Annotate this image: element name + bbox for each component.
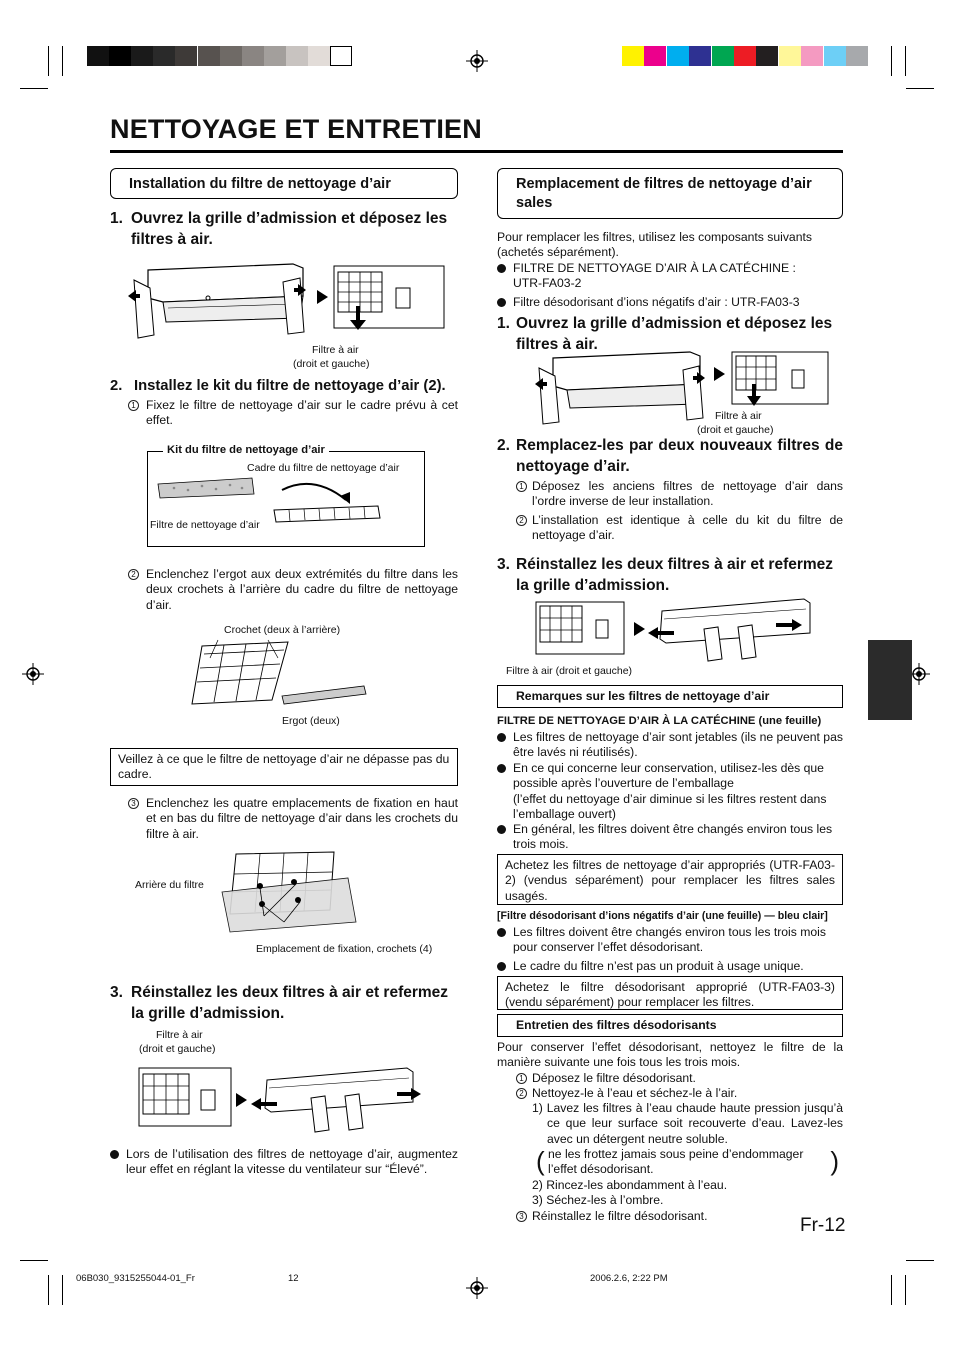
left-section-header xyxy=(110,168,458,199)
crop-mark xyxy=(20,1260,48,1261)
title-rule xyxy=(110,150,843,153)
maint-item2 xyxy=(516,1086,843,1101)
color-swatch xyxy=(644,46,666,66)
color-swatch xyxy=(667,46,689,66)
gray-swatch xyxy=(109,46,131,66)
crop-mark xyxy=(48,46,49,76)
item-text: Fixez le filtre de nettoyage d’air sur le cadre prévu à cet effet. xyxy=(146,398,458,428)
step-text: Réinstallez les deux filtres à air et refermez la grille d’admission. xyxy=(516,556,834,594)
indoor-unit-open-figure xyxy=(128,260,308,340)
gray-swatch xyxy=(153,46,175,66)
deodor-bullet xyxy=(497,959,843,974)
right-step-3 xyxy=(497,554,843,596)
page-title: NETTOYAGE ET ENTRETIEN xyxy=(110,114,482,144)
catechin-bullet xyxy=(497,761,843,822)
lug-label: Ergot (deux) xyxy=(282,715,340,727)
deodor-bullet xyxy=(497,925,843,956)
step-text: Ouvrez la grille d’admission et déposez les filtres à air. xyxy=(516,315,833,353)
circled-number: 1 xyxy=(128,400,139,411)
filter-hook-figure xyxy=(188,638,368,708)
bullet-icon xyxy=(497,962,506,971)
play-arrow-icon xyxy=(236,1093,247,1107)
crop-mark xyxy=(891,46,892,76)
paren-right: ) xyxy=(830,1146,839,1176)
bullet-icon xyxy=(497,764,506,773)
kit-filter-label: Filtre de nettoyage d’air xyxy=(150,519,260,531)
left-final-bullet xyxy=(110,1147,458,1178)
circled-number: 3 xyxy=(516,1211,527,1222)
gray-swatch xyxy=(198,46,220,66)
maint-paren-text: ne les frottez jamais sous peine d’endommager l’effet désodorisant. xyxy=(548,1147,804,1177)
maintenance-header-text: Entretien des filtres désodorisants xyxy=(516,1018,717,1032)
box-text: Achetez le filtre désodorisant approprié (UTR-FA03-3) (vendu séparément) pour remplacer les filtres. xyxy=(505,980,835,1010)
right-section-header-text: Remplacement de filtres de nettoyage d’air sales xyxy=(516,176,812,211)
filter-reinstall-figure xyxy=(536,602,624,658)
filter-reinstall-figure xyxy=(139,1068,231,1128)
remarks-header-text: Remarques sur les filtres de nettoyage d’air xyxy=(516,689,770,703)
color-swatch xyxy=(756,46,778,66)
remarks-header xyxy=(497,685,843,708)
page-number: Fr-12 xyxy=(800,1215,846,1236)
play-arrow-icon xyxy=(714,367,725,381)
gray-swatch xyxy=(308,46,330,66)
catechin-title-text: FILTRE DE NETTOYAGE D’AIR À LA CATÉCHINE xyxy=(497,715,756,727)
gray-swatch xyxy=(87,46,109,66)
crop-mark xyxy=(906,88,934,89)
bullet-icon xyxy=(497,825,506,834)
circled-number: 3 xyxy=(128,798,139,809)
step-number: 2. xyxy=(110,378,123,394)
crop-mark xyxy=(20,88,48,89)
left-step-1 xyxy=(110,208,458,250)
hook-label: Crochet (deux à l’arrière) xyxy=(224,624,341,636)
gray-swatch xyxy=(330,46,352,66)
footer-date: 2006.2.6, 2:22 PM xyxy=(590,1273,668,1284)
step3-fig-label-line2: (droit et gauche) xyxy=(139,1043,216,1055)
play-arrow-icon xyxy=(634,622,645,636)
step3-fig-label-line1: Filtre à air xyxy=(156,1029,203,1041)
bullet-text: En général, les filtres doivent être changés environ tous les trois mois. xyxy=(513,822,833,852)
close-grille-figure xyxy=(652,597,814,661)
bullet-icon xyxy=(110,1150,119,1159)
step-text: Ouvrez la grille d’admission et déposez les filtres à air. xyxy=(131,210,448,248)
left-step-3 xyxy=(110,982,460,1024)
right-step2-item1 xyxy=(516,479,843,510)
maint-paren-block xyxy=(536,1147,839,1179)
item-text: Déposez les anciens filtres de nettoyage d’air dans l’ordre inverse de leur installation. xyxy=(532,479,843,509)
step-text: Installez le kit du filtre de nettoyage d’air (2). xyxy=(134,378,446,394)
box-text: Achetez les filtres de nettoyage d’air appropriés (UTR-FA03-2) (vendus séparément) pour remplacer les filtres sales usagés. xyxy=(505,858,835,903)
bullet-icon xyxy=(497,928,506,937)
bullet-icon xyxy=(497,733,506,742)
maint-item3 xyxy=(516,1209,843,1224)
filter-fixing-figure xyxy=(220,852,362,934)
filter-removal-figure xyxy=(732,352,828,410)
back-label: Arrière du filtre xyxy=(135,879,204,891)
step-text: Réinstallez les deux filtres à air et refermez la grille d’admission. xyxy=(131,984,449,1022)
note-text: Veillez à ce que le filtre de nettoyage d’air ne dépasse pas du cadre. xyxy=(118,752,450,782)
maint-item1 xyxy=(516,1071,843,1086)
bullet-text: Les filtres de nettoyage d’air sont jetables (ils ne peuvent pas être lavés ni réutilisés). xyxy=(513,730,843,760)
bullet-icon xyxy=(497,298,506,307)
crop-mark xyxy=(905,1275,906,1305)
step-number: 2. xyxy=(497,437,510,454)
color-swatch xyxy=(622,46,644,66)
play-arrow-icon xyxy=(317,290,328,304)
circled-number: 2 xyxy=(128,569,139,580)
crop-mark xyxy=(891,1275,892,1305)
bullet-text: Les filtres doivent être changés environ tous les trois mois pour conserver l’effet désodorisant. xyxy=(513,925,826,955)
item-text: Enclenchez les quatre emplacements de fixation en haut et en bas du filtre de nettoyage d’air dans les crochets du filtre à air. xyxy=(146,796,458,841)
step-number: 3. xyxy=(110,984,123,1001)
bullet-text: Le cadre du filtre n’est pas un produit à usage unique. xyxy=(513,959,804,973)
circled-number: 1 xyxy=(516,481,527,492)
left-step2-item3 xyxy=(128,796,458,842)
registration-mark-icon xyxy=(466,50,488,72)
left-step2-item1 xyxy=(128,398,458,429)
part-item xyxy=(497,295,843,310)
color-swatch xyxy=(801,46,823,66)
circled-number: 2 xyxy=(516,1088,527,1099)
item-text: L’installation est identique à celle du kit du filtre de nettoyage d’air. xyxy=(532,513,843,543)
item-text: Nettoyez-le à l’eau et séchez-le à l’air. xyxy=(532,1086,738,1100)
r-fig1-label-line2: (droit et gauche) xyxy=(697,424,774,436)
paren-left: ( xyxy=(536,1146,545,1176)
crop-mark xyxy=(905,46,906,76)
left-section-header-text: Installation du filtre de nettoyage d’air xyxy=(129,176,391,192)
item-text: Déposez le filtre désodorisant. xyxy=(532,1071,696,1085)
bullet-text: En ce qui concerne leur conservation, utilisez-les dès que possible après l’ouverture de l’emballage xyxy=(513,761,824,791)
left-note-box xyxy=(110,748,458,786)
color-swatch xyxy=(846,46,868,66)
fix-label: Emplacement de fixation, crochets (4) xyxy=(256,943,433,955)
item-text: Enclenchez l’ergot aux deux extrémités du filtre dans les deux crochets à l’arrière du cadre du filtre de nettoyage d’air. xyxy=(146,567,458,612)
right-step-2 xyxy=(497,435,843,477)
right-step2-item2 xyxy=(516,513,843,544)
part-text: Filtre désodorisant d’ions négatifs d’air : UTR-FA03-3 xyxy=(513,295,800,309)
close-grille-figure xyxy=(257,1066,417,1134)
gray-swatch xyxy=(131,46,153,66)
registration-mark-icon xyxy=(22,663,44,685)
bullet-icon xyxy=(497,264,506,273)
indoor-unit-open-figure xyxy=(535,348,705,426)
catechin-title xyxy=(497,714,821,728)
circled-number: 1 xyxy=(516,1073,527,1084)
left-step-2 xyxy=(110,376,470,397)
item-text: Réinstallez le filtre désodorisant. xyxy=(532,1209,708,1223)
catechin-title-suffix: (une feuille) xyxy=(758,715,822,727)
r-step3-fig-label: Filtre à air (droit et gauche) xyxy=(506,665,633,677)
registration-mark-icon xyxy=(466,1277,488,1299)
left-step2-item2 xyxy=(128,567,458,613)
language-side-tab xyxy=(868,640,912,720)
color-swatch xyxy=(734,46,756,66)
crop-mark xyxy=(62,46,63,76)
deodor-title: [Filtre désodorisant d’ions négatifs d’air (une feuille) — bleu clair] xyxy=(497,910,828,922)
gray-swatch xyxy=(220,46,242,66)
crop-mark xyxy=(62,1275,63,1305)
catechin-bullet xyxy=(497,730,843,761)
filter-removal-figure xyxy=(334,266,444,336)
fig1-label-line2: (droit et gauche) xyxy=(293,358,370,370)
step-number: 3. xyxy=(497,556,510,573)
maintenance-header xyxy=(497,1014,843,1037)
maint-sub2: 2) Rincez-les abondamment à l’eau. xyxy=(532,1178,728,1192)
deodor-purchase-box xyxy=(497,976,843,1010)
gray-swatch xyxy=(242,46,264,66)
bullet-paren-text: (l’effet du nettoyage d’air diminue si les filtres restent dans l’emballage ouvert) xyxy=(513,791,827,821)
part-item xyxy=(497,261,827,292)
part-text: FILTRE DE NETTOYAGE D’AIR À LA CATÉCHINE : UTR-FA03-2 xyxy=(513,261,796,291)
gray-swatch xyxy=(264,46,286,66)
color-swatch xyxy=(689,46,711,66)
right-section-header xyxy=(497,168,843,219)
step-number: 1. xyxy=(110,210,123,227)
color-swatch xyxy=(824,46,846,66)
maintenance-intro: Pour conserver l’effet désodorisant, nettoyez le filtre de la manière suivante une fois tous les trois mois. xyxy=(497,1040,843,1070)
crop-mark xyxy=(906,1260,934,1261)
r-fig1-label-line1: Filtre à air xyxy=(715,410,762,422)
step-text: Remplacez-les par deux nouveaux filtres de nettoyage d’air. xyxy=(516,437,843,475)
maint-sub1: 1) Lavez les filtres à l’eau chaude haute pression jusqu’à ce que leur surface soit recouverte d’eau. Lavez-les avec un détergent neutre soluble. xyxy=(532,1101,843,1146)
gray-swatch xyxy=(286,46,308,66)
bullet-text: Lors de l’utilisation des filtres de nettoyage d’air, augmentez leur effet en réglant la vitesse du ventilateur sur “Élevé”. xyxy=(126,1147,458,1177)
footer-page: 12 xyxy=(288,1273,299,1284)
color-swatch xyxy=(779,46,801,66)
fig1-label-line1: Filtre à air xyxy=(312,344,359,356)
step-number: 1. xyxy=(497,315,510,332)
kit-box-title: Kit du filtre de nettoyage d’air xyxy=(163,443,329,457)
maint-sub3: 3) Séchez-les à l’ombre. xyxy=(532,1193,664,1207)
catechin-bullet xyxy=(497,822,843,853)
catechin-purchase-box xyxy=(497,854,843,905)
gray-swatch xyxy=(175,46,197,66)
kit-frame-label: Cadre du filtre de nettoyage d’air xyxy=(247,462,400,474)
color-swatch xyxy=(712,46,734,66)
right-intro: Pour remplacer les filtres, utilisez les composants suivants (achetés séparément). xyxy=(497,230,812,260)
crop-mark xyxy=(48,1275,49,1305)
footer-file: 06B030_9315255044-01_Fr xyxy=(76,1273,195,1284)
circled-number: 2 xyxy=(516,515,527,526)
